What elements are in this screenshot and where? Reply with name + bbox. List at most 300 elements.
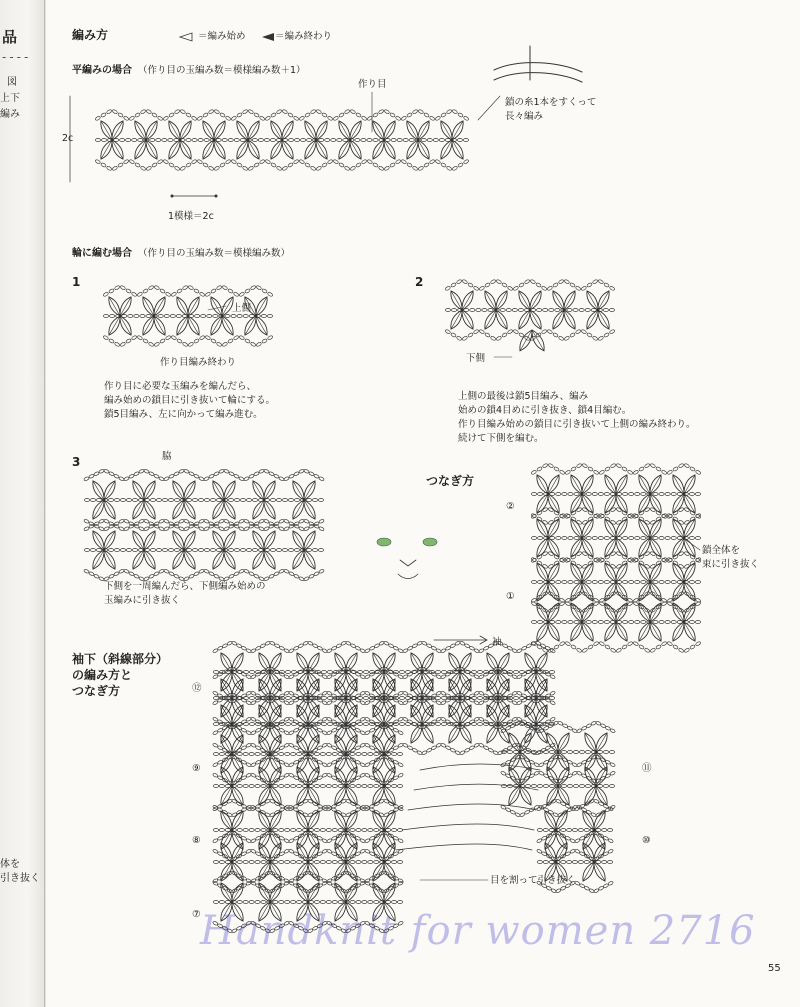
step3-lower-motif [144,549,149,552]
joining-motif-row [635,493,640,496]
step3-upper-motif [204,519,210,524]
flat-note-1: 鎖の糸1本をすくって [505,97,597,108]
step3-upper-motif [186,499,191,502]
joining-motif-row [641,537,646,540]
flat-formula: （作り目の玉編み数＝模様編み数＋1） [138,65,306,76]
flat-strip-motif [307,139,312,142]
joining-motif-row [610,564,616,569]
step1-motif [199,292,205,297]
flat-strip-motif [134,162,140,167]
sleeve-motif-row-11 [579,751,584,754]
step1-motif [250,285,256,290]
step3-lower-motif [174,574,180,579]
step2-motif [547,286,553,291]
step3-lower-motif [288,549,293,552]
sleeve-motif-row-8 [285,829,290,832]
flat-strip-motif [338,162,344,167]
sleeve-motif-row-12 [393,671,398,674]
flat-strip-motif [287,162,293,167]
joining-motif-row [616,564,622,569]
sleeve-motif-row-9 [237,753,242,756]
sleeve-motif-row-8 [249,829,254,832]
joining-motif-row [570,554,576,559]
step3-upper-motif [276,499,281,502]
step3-upper-motif [274,474,280,479]
step3-lower-motif [209,571,215,576]
joining-motif-row [582,520,588,525]
step3-upper-motif [284,519,290,524]
step3-upper-motif [162,499,167,502]
step3-upper-motif [264,526,270,531]
step1-motif [256,285,262,290]
joining-motif-row [576,520,582,525]
step3-lower-motif [104,576,110,581]
joining-motif-row [592,493,597,496]
joining-motif-row [667,470,673,475]
step1-motif [231,315,236,318]
step2-motif [547,329,553,334]
step3-lower-motif [244,526,250,531]
step3-lower-motif [154,571,160,576]
sleeve-motif-row-9 [302,785,307,788]
step3-upper-motif [219,526,225,531]
step2-motif [512,309,517,312]
sleeve-motif-row-9 [374,753,379,756]
step2-text-line: 始めの鎖4目めに引き抜き、鎖4目編む。 [458,405,632,416]
step1-motif [120,342,126,347]
joining-motif-row [574,493,579,496]
flat-strip-motif [333,116,339,121]
sleeve-motif-row-7 [326,901,331,904]
sleeve-motif-row-11 [585,751,590,754]
step3-lower-motif [108,549,113,552]
flat-strip-motif [435,116,441,121]
step3-upper-motif [149,471,155,476]
flat-strip-motif [236,162,242,167]
step3-upper-motif [258,499,263,502]
margin-dash: ---- [2,50,32,64]
step2-motif [467,282,473,287]
joining-motif-row [684,648,690,653]
sleeve-motif-row-12 [507,697,512,700]
step2-motif [473,329,479,334]
joining-motif-row [667,598,673,603]
joining-motif-row [623,581,628,584]
section-title: 編み方 [72,28,109,42]
step1-motif [165,335,171,340]
joining-motif-row [548,520,554,525]
step2-motif [549,309,554,312]
joining-motif-row [568,581,573,584]
joining-motif-row [553,510,559,515]
flat-strip-motif [401,159,407,164]
joining-heading: つなぎ方 [426,474,475,488]
step3-lower-motif [132,549,137,552]
step2-lower-label: 下側 [466,353,486,364]
step3-upper-motif [240,499,245,502]
joining-motif-row [592,537,597,540]
flat-strip-motif [134,112,140,117]
step3-lower-motif [198,549,203,552]
joining-motif-row [672,644,678,649]
sleeve-motif-row-11 [543,751,548,754]
sleeve-motif-row-12 [549,671,554,674]
sleeve-motif-row-7 [213,901,218,904]
flat-strip-motif [117,112,123,117]
sleeve-motif-row-10 [608,849,614,854]
step3-upper-motif [198,499,203,502]
step3-upper-motif [318,499,323,502]
flat-strip-motif [361,159,367,164]
step3-upper-motif [194,474,200,479]
step3-upper-motif [254,471,260,476]
step3-lower-motif [304,576,310,581]
step2-motif [470,309,475,312]
flat-strip-motif [457,139,462,142]
step1-motif [114,285,120,290]
sleeve-motif-row-12 [441,723,446,726]
step2-motif [484,282,490,287]
step3-upper-motif [199,519,205,524]
flat-strip-motif [325,139,330,142]
margin-bottom-2: 引き抜く [0,873,40,884]
joining-motif-row [677,581,682,584]
sleeve-motif-row-12 [507,723,512,726]
sleeve-motif-row-10 [567,861,572,864]
joining-motif-row [616,520,622,525]
joining-motif-row [689,644,695,649]
step1-motif [182,342,188,347]
step1-motif [171,335,177,340]
flat-strip-motif [95,139,100,142]
step3-lower-motif [219,576,225,581]
sleeve-motif-row-12 [369,671,374,674]
step3-upper-motif [144,499,149,502]
step3-upper-motif [134,471,140,476]
joining-motif-row [695,621,700,624]
flat-strip-motif [112,109,118,114]
sleeve-motif-row-12 [213,697,218,700]
sleeve-motif-row-10 [549,829,554,832]
joining-motif-row [610,493,615,496]
row-mark-8: ⑧ [192,835,201,846]
step1-motif [205,335,211,340]
joining-motif-row [671,581,676,584]
step1-motif [171,292,177,297]
sleeve-motif-row-12 [435,723,440,726]
step3-upper-motif [144,469,150,474]
sleeve-motif-row-12 [369,723,374,726]
step2-motif [462,279,468,284]
joining-motif-row [542,507,548,512]
step3-lower-motif [134,574,140,579]
flat-strip-motif [429,159,435,164]
sleeve-motif-row-11 [603,785,608,788]
step3-lower-motif [139,576,145,581]
step3-lower-motif [264,576,270,581]
joining-motif-row [659,537,664,540]
step3-upper-motif [189,471,195,476]
step3-lower-motif [306,549,311,552]
sleeve-motif-row-9 [285,785,290,788]
flat-strip-motif [106,166,112,171]
joining-motif-row [550,493,555,496]
margin-line-1: 図 [7,77,17,88]
step2-motif [541,329,547,334]
sleeve-motif-row-12 [447,723,452,726]
sleeve-motif-row-11 [549,751,554,754]
step1-motif [108,338,114,343]
flat-strip-motif [440,112,446,117]
flat-strip-motif [423,162,429,167]
step1-motif [103,292,109,297]
sleeve-motif-row-7 [314,901,319,904]
joining-motif-row [689,581,694,584]
sleeve-motif-row-10 [602,861,607,864]
flat-strip-motif [132,139,137,142]
step3-upper-motif [294,471,300,476]
joining-motif-row [678,648,684,653]
note-pointer [478,96,500,120]
step3-lower-motif [314,571,320,576]
joining-motif-row [678,551,684,556]
step2-text-line: 作り目編み始めの鎖目に引き抜いて上側の編み終わり。 [458,419,696,430]
step3-upper-motif [210,499,215,502]
sleeve-heading-2: の編み方と [72,668,133,682]
step2-motif [496,279,502,284]
joining-motif-row [599,470,605,475]
flat-strip-motif [146,109,152,114]
step3-lower-motif [144,519,150,524]
step3-lower-motif [164,569,170,574]
step2-motif [479,329,485,334]
joining-arc [396,844,532,850]
step3-upper-motif [282,499,287,502]
step3-lower-motif [84,569,90,574]
flat-strip-motif [372,162,378,167]
sleeve-motif-row-12 [363,723,368,726]
sleeve-motif-row-10 [608,881,614,886]
joining-motif-row [536,466,542,471]
sleeve-motif-row-8 [391,829,396,832]
sleeve-motif-row-9 [350,785,355,788]
step3-lower-motif [294,549,299,552]
sleeve-motif-row-11 [597,751,602,754]
flat-strip-motif [395,159,401,164]
step3-lower-motif [94,574,100,579]
joining-motif-row [592,621,597,624]
joining-motif-row [689,466,695,471]
sleeve-motif-row-11 [609,785,614,788]
sleeve-motif-row-9 [362,785,367,788]
step3-upper-motif [144,526,150,531]
step1-motif [213,315,218,318]
sleeve-motif-row-7 [320,901,325,904]
step3-upper-motif [219,469,225,474]
sleeve-motif-row-12 [405,723,410,726]
step3-upper-motif [84,476,90,481]
joining-motif-row [610,648,616,653]
step1-motif [233,292,239,297]
joining-motif-row [576,648,582,653]
joining-motif-row [629,621,634,624]
step2-motif [575,286,581,291]
flat-strip-motif [156,139,161,142]
step2-motif [479,286,485,291]
flat-strip-motif [129,159,135,164]
step3-upper-motif [156,499,161,502]
sleeve-motif-row-9 [243,785,248,788]
joining-motif-row [672,466,678,471]
step3-lower-motif [304,519,310,524]
step3-number: 3 [72,455,81,469]
step3-upper-motif [168,499,173,502]
step3-upper-motif [109,471,115,476]
step3-lower-motif [179,519,185,524]
step1-motif [267,315,272,318]
sleeve-motif-row-7 [374,901,379,904]
sleeve-motif-row-12 [513,671,518,674]
joining-motif-row [604,537,609,540]
step2-motif [609,329,615,334]
step1-motif [140,315,145,318]
sleeve-motif-row-8 [237,829,242,832]
step3-lower-motif [269,574,275,579]
joining-motif-row [548,507,554,512]
sleeve-motif-row-7 [279,901,284,904]
flat-strip-motif [231,116,237,121]
step2-motif [467,332,473,337]
step3-lower-motif [284,569,290,574]
legend-end-label: ＝編み終わり [275,31,333,42]
flat-strip-motif [123,116,129,121]
step1-motif [261,315,266,318]
joining-motif-row [531,537,536,540]
joining-motif-row [627,470,633,475]
sleeve-motif-row-8 [356,829,361,832]
sleeve-motif-row-7 [397,901,402,904]
joining-motif-row [542,463,548,468]
step3-upper-motif [184,526,190,531]
step3-upper-motif [224,469,230,474]
sleeve-motif-row-9 [273,785,278,788]
step3-side-label: 脇 [162,451,172,462]
joining-motif-row [635,537,640,540]
step1-motif [201,315,206,318]
joining-motif-row [650,463,656,468]
step1-motif [267,335,273,340]
flat-strip-motif [276,109,282,114]
sleeve-motif-row-7 [243,901,248,904]
sleeve-motif-row-12 [399,723,404,726]
joining-motif-row [684,520,690,525]
joining-motif-row [570,644,576,649]
sleeve-motif-row-8 [398,838,404,843]
sleeve-motif-row-7 [391,901,396,904]
step1-motif [170,315,175,318]
sleeve-motif-row-12 [279,671,284,674]
sleeve-motif-row-9 [391,753,396,756]
step2-number: 2 [415,275,424,289]
joining-motif-row [644,520,650,525]
joining-motif-row [689,537,694,540]
flat-strip-motif [248,166,254,171]
sleeve-motif-row-12 [477,671,482,674]
joining-motif-row [610,581,615,584]
sleeve-motif-row-9 [332,753,337,756]
margin-bottom-1: 体を [0,859,20,870]
step2-motif [450,282,456,287]
flat-strip-motif [120,139,125,142]
flat-strip-motif [389,162,395,167]
sleeve-motif-row-9 [225,785,230,788]
step3-upper-motif [84,499,89,502]
step2-motif [518,309,523,312]
step1-motif [195,315,200,318]
flat-strip-motif [191,116,197,121]
sleeve-motif-row-12 [327,671,332,674]
flat-strip-motif [270,162,276,167]
joining-motif-row [562,621,567,624]
joining-motif-row [553,554,559,559]
step2-motif [524,309,529,312]
sleeve-motif-row-12 [550,674,556,679]
step3-lower-motif [204,569,210,574]
chain-detail-sketch [494,63,582,72]
sleeve-motif-row-7 [302,901,307,904]
step3-lower-motif [259,576,265,581]
joining-motif-row [610,520,616,525]
joining-motif-row [568,537,573,540]
step1-text-line: 作り目に必要な玉編みを編んだら、 [104,381,257,392]
sleeve-motif-row-7 [356,901,361,904]
sleeve-heading-3: つなぎ方 [72,684,121,698]
sleeve-motif-row-8 [255,861,260,864]
sleeve-motif-row-8 [291,829,296,832]
joining-motif-row [661,641,667,646]
step2-motif [484,332,490,337]
joining-motif-row [550,581,555,584]
step3-upper-motif [304,469,310,474]
step3-lower-motif [210,549,215,552]
joining-motif-row [598,537,603,540]
step3-lower-motif [194,571,200,576]
sleeve-motif-row-9 [314,753,319,756]
flat-note-2: 長々編み [505,111,544,122]
step1-motif [182,285,188,290]
joining-motif-row [565,470,571,475]
step2-motif [552,282,558,287]
sleeve-motif-row-9 [320,753,325,756]
sleeve-motif-row-8 [296,829,301,832]
joining-motif-row [542,551,548,556]
step3-upper-motif [249,474,255,479]
step3-upper-motif [279,476,285,481]
flat-strip-motif [95,116,101,121]
sleeve-motif-row-8 [397,861,402,864]
joining-motif-row [586,621,591,624]
step3-lower-motif [282,549,287,552]
step1-motif [222,342,228,347]
flat-strip-motif [100,112,106,117]
round-heading: 輪に編む場合 [72,248,132,259]
sleeve-motif-row-9 [356,753,361,756]
sleeve-motif-row-12 [279,723,284,726]
joining-motif-row [616,648,622,653]
step2-motif [530,279,536,284]
sleeve-motif-row-11 [603,751,608,754]
joining-motif-row [678,507,684,512]
